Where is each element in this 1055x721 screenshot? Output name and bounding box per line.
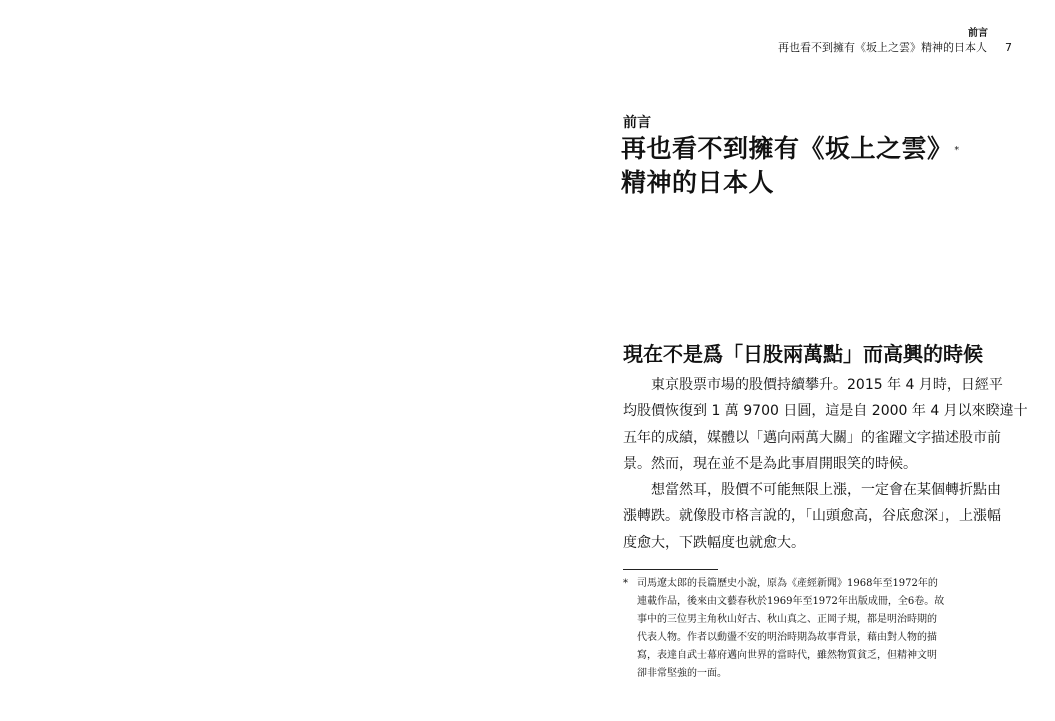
running-head <box>778 27 1012 56</box>
paragraph-1-line: 均股價恢復到 1 萬 9700 日圓，這是自 2000 年 4 月以來睽違十 <box>623 403 1028 420</box>
paragraph-2-line: 度愈大，下跌幅度也就愈大。 <box>623 534 805 551</box>
paragraph-2-line: 想當然耳，股價不可能無限上漲，一定會在某個轉折點由 <box>651 482 1001 499</box>
footnote-line: 卻非常堅強的一面。 <box>637 668 727 679</box>
section-heading: 現在不是爲「日股兩萬點」而高興的時候 <box>623 342 983 366</box>
paragraph-1-line: 五年的成績，媒體以「邁向兩萬大關」的雀躍文字描述股市前 <box>623 429 1001 446</box>
paragraph-2 <box>623 477 1003 556</box>
footnote-divider <box>623 569 718 570</box>
footnote-line: 連載作品，後來由文藝春秋於1969年至1972年出版成冊，全6卷。故 <box>637 596 945 607</box>
footnote-line: 寫，表達自武士幕府邁向世界的當時代，雖然物質貧乏，但精神文明 <box>637 650 937 661</box>
paragraph-1-line: 東京股票市場的股價持續攀升。2015 年 4 月時，日經平 <box>651 377 1003 393</box>
page-number: 7 <box>1005 41 1012 54</box>
chapter-title <box>621 132 960 200</box>
chapter-title-line-1: 再也看不到擁有《坂上之雲》 <box>621 134 953 163</box>
paragraph-1 <box>623 372 1028 477</box>
chapter-label: 前言 <box>623 115 651 131</box>
footnote-line: 司馬遼太郎的長篇歷史小說，原為《產經新聞》1968年至1972年的 <box>637 578 938 589</box>
footnote-text <box>637 575 1008 683</box>
paragraph-1-line: 景。然而，現在並不是為此事眉開眼笑的時候。 <box>623 455 917 472</box>
running-head-section: 前言 <box>968 28 988 39</box>
running-head-line <box>778 40 1012 56</box>
footnote-line: 代表人物。作者以動盪不安的明治時期為故事背景，藉由對人物的描 <box>637 632 937 643</box>
footnote-line: 事中的三位男主角秋山好古、秋山真之、正岡子規，都是明治時期的 <box>637 614 937 625</box>
footnote-mark: * <box>623 578 628 589</box>
footnote <box>623 575 1008 683</box>
paragraph-2-line: 漲轉跌。就像股市格言說的，「山頭愈高，谷底愈深」，上漲幅 <box>623 508 1001 525</box>
chapter-title-line-2: 精神的日本人 <box>621 168 775 197</box>
body-text <box>623 372 1028 556</box>
footnote-reference: * <box>954 146 960 156</box>
running-head-title: 再也看不到擁有《坂上之雲》精神的日本人 <box>778 41 987 54</box>
